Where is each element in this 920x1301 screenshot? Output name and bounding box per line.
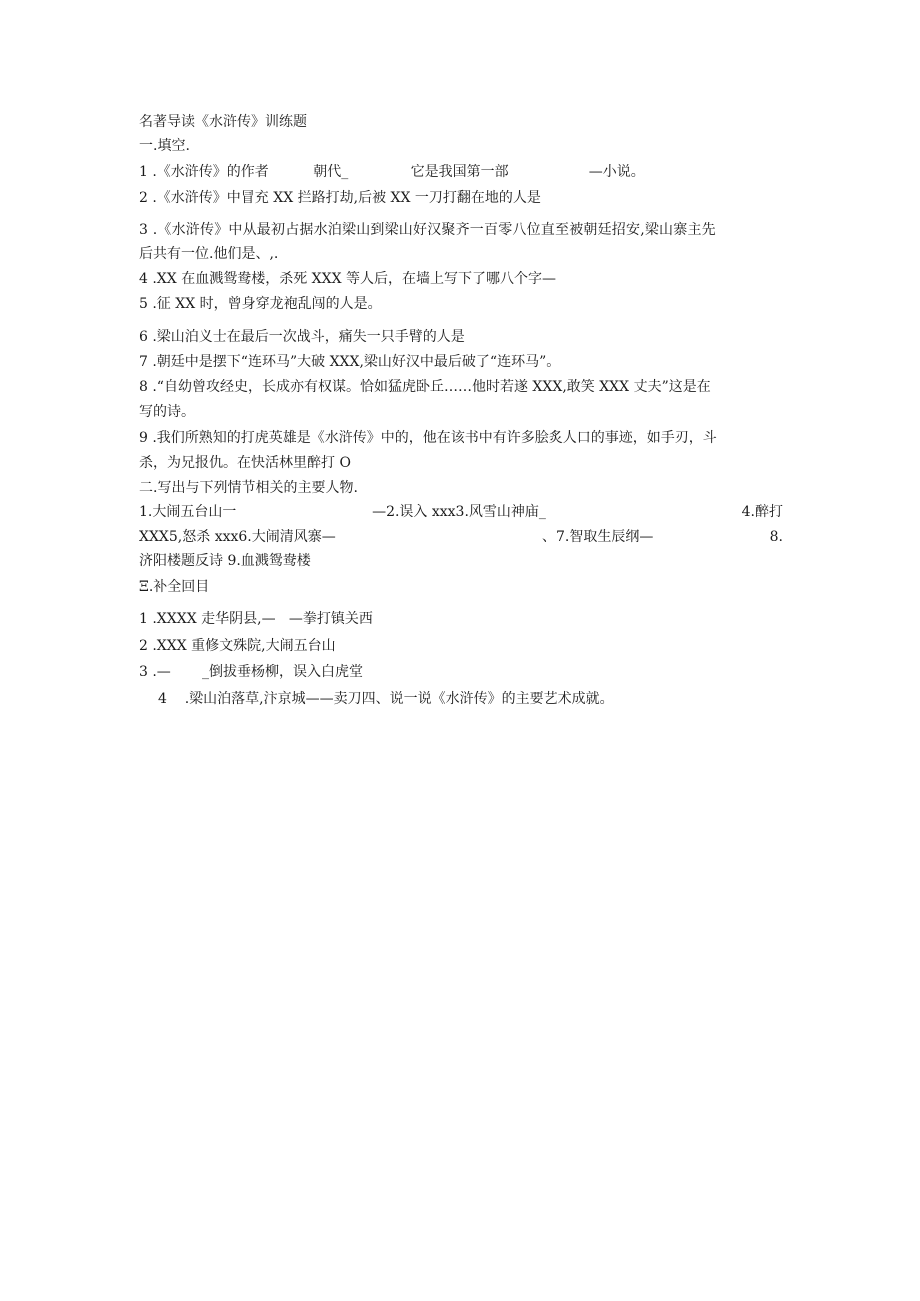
section-heading-characters: 二.写出与下列情节相关的主要人物. — [139, 480, 358, 496]
characters-row-3: 济阳楼题反诗 9.血溅鸳鸯楼 — [139, 553, 311, 569]
section-heading-chapter-titles: Ξ.补全回目 — [139, 579, 210, 595]
question-5: 5 .征 XX 时，曾身穿龙袍乱闯的人是。 — [139, 296, 382, 312]
question-3-line-1: 3 .《水浒传》中从最初占据水泊梁山到梁山好汉聚齐一百零八位直至被朝廷招安,梁山寨主先 — [139, 222, 716, 238]
characters-row-2-c: 8. — [769, 529, 783, 545]
characters-row-1-c: 4.醉打 — [741, 504, 783, 520]
characters-row-1-b: —2.误入 xxx3.风雪山神庙_ — [372, 504, 546, 520]
characters-row-1 — [139, 502, 783, 522]
characters-row-2-a: XXX5,怒杀 xxx6.大闹清风寨— — [139, 529, 336, 545]
characters-row-2-b: 、7.智取生辰纲— — [542, 529, 654, 545]
question-2: 2 .《水浒传》中冒充 XX 拦路打劫,后被 XX 一刀打翻在地的人是 — [139, 190, 541, 206]
question-1: 1 .《水浒传》的作者 朝代_ 它是我国第一部 —小说。 — [139, 164, 645, 180]
section-heading-fill-blank: 一.填空. — [139, 138, 190, 154]
question-3-line-2: 后共有一位.他们是、,. — [139, 246, 279, 262]
chapter-title-1: 1 .XXXX 走华阴县,— —拳打镇关西 — [139, 611, 373, 627]
question-9-line-1: 9 .我们所熟知的打虎英雄是《水浒传》中的，他在该书中有许多脍炙人口的事迹，如手刃，斗 — [139, 430, 717, 446]
question-7: 7 .朝廷中是摆下“连环马”大破 XXX,梁山好汉中最后破了“连环马”。 — [139, 354, 561, 370]
characters-row-2 — [139, 527, 783, 547]
question-6: 6 .梁山泊义士在最后一次战斗，痛失一只手臂的人是 — [139, 329, 465, 345]
chapter-title-2: 2 .XXX 重修文殊院,大闹五台山 — [139, 638, 336, 654]
question-8-line-2: 写的诗。 — [139, 404, 195, 420]
chapter-title-4: 4 .梁山泊落草,汴京城——卖刀四、说一说《水浒传》的主要艺术成就。 — [158, 691, 614, 707]
document-title: 名著导读《水浒传》训练题 — [139, 114, 307, 130]
question-8-line-1: 8 .“自幼曾攻经史，长成亦有权谋。恰如猛虎卧丘……他时若遂 XXX,敢笑 XXX 丈夫”这是在 — [139, 379, 711, 395]
question-4: 4 .XX 在血溅鸳鸯楼，杀死 XXX 等人后，在墙上写下了哪八个字— — [139, 271, 556, 287]
characters-row-1-a: 1.大闹五台山一 — [139, 504, 237, 520]
chapter-title-3: 3 .— _倒拔垂杨柳，误入白虎堂 — [139, 664, 363, 680]
question-9-line-2: 杀，为兄报仇。在快活林里醉打 O — [139, 455, 351, 471]
